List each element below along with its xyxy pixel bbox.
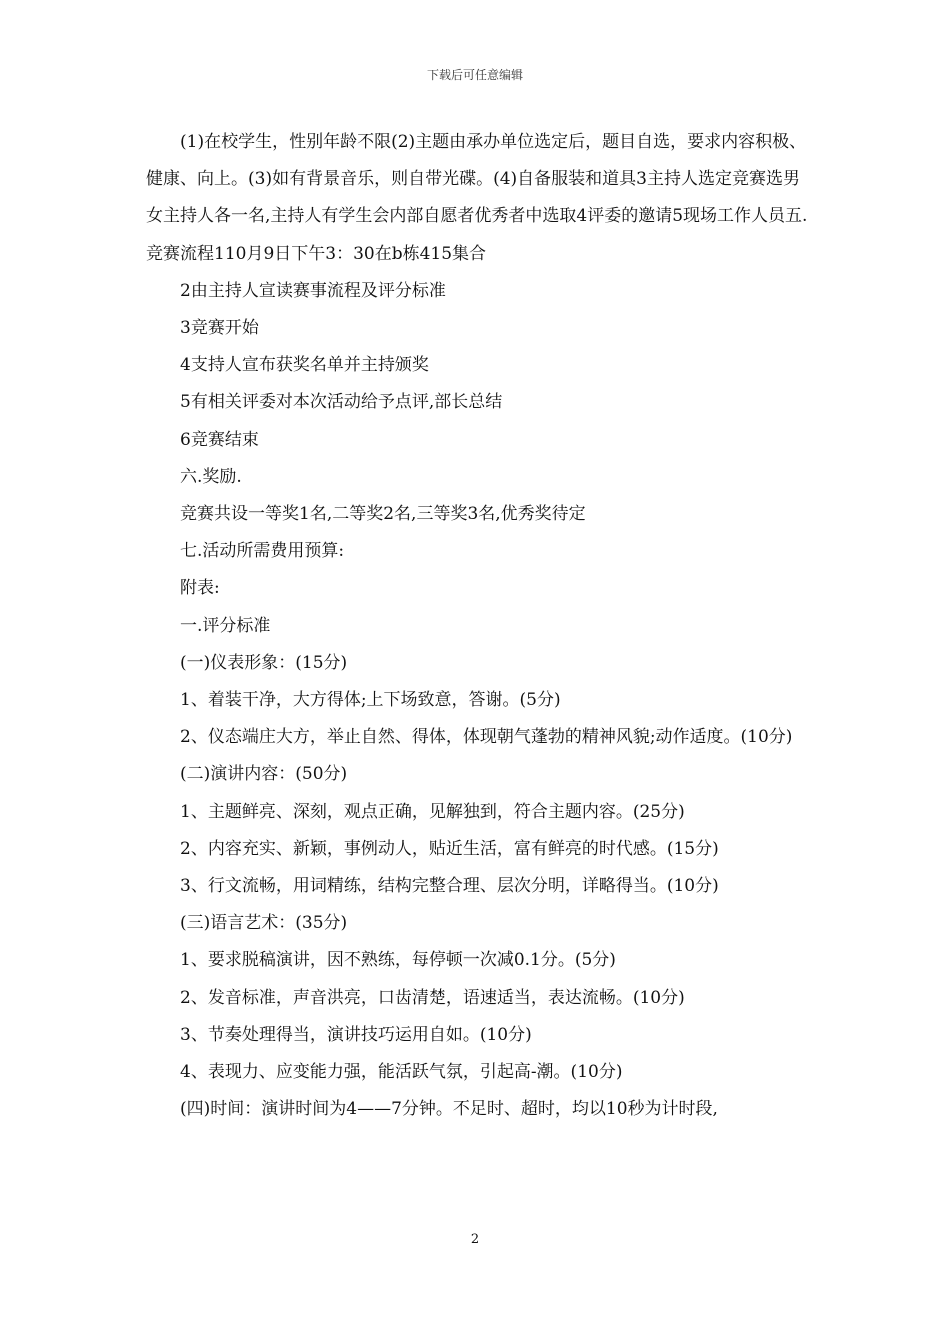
document-body bbox=[146, 124, 816, 1128]
page-number: 2 bbox=[470, 1232, 480, 1247]
paragraph: 4支持人宣布获奖名单并主持颁奖 bbox=[180, 355, 429, 376]
paragraph: 6竞赛结束 bbox=[180, 429, 259, 450]
paragraph: 1、要求脱稿演讲，因不熟练，每停顿一次减0.1分。(5分) bbox=[180, 950, 616, 971]
paragraph: 1、主题鲜亮、深刻，观点正确，见解独到，符合主题内容。(25分) bbox=[180, 801, 685, 822]
page-header: 下载后可任意编辑 bbox=[426, 68, 523, 82]
paragraph: 一.评分标准 bbox=[180, 615, 271, 636]
paragraph: 2、仪态端庄大方，举止自然、得体，体现朝气蓬勃的精神风貌;动作适度。(10分) bbox=[180, 727, 793, 748]
paragraph: 3竞赛开始 bbox=[180, 318, 259, 339]
paragraph: 3、行文流畅，用词精练，结构完整合理、层次分明，详略得当。(10分) bbox=[180, 876, 719, 897]
paragraph: (1)在校学生，性别年龄不限(2)主题由承办单位选定后，题目自选，要求内容积极、健康、向上。(3)如有背景音乐，则自带光碟。(4)自备服装和道具3主持人选定竞赛选男女主持人各一名,主持人有学生会内部自愿者优秀者中选取4评委的邀请5现场工作人员五.竞赛流程110月9日下午3：30在b栋415集合 bbox=[146, 132, 808, 264]
paragraph: (三)语言艺术：(35分) bbox=[180, 913, 348, 934]
paragraph: 2、内容充实、新颖，事例动人，贴近生活，富有鲜亮的时代感。(15分) bbox=[180, 838, 719, 859]
paragraph: 5有相关评委对本次活动给予点评,部长总结 bbox=[180, 392, 503, 413]
paragraph: 2由主持人宣读赛事流程及评分标准 bbox=[180, 280, 446, 301]
paragraph: 2、发音标准，声音洪亮，口齿清楚，语速适当，表达流畅。(10分) bbox=[180, 987, 685, 1008]
paragraph: 竞赛共设一等奖1名,二等奖2名,三等奖3名,优秀奖待定 bbox=[180, 504, 586, 525]
paragraph: 1、着装干净，大方得体;上下场致意，答谢。(5分) bbox=[180, 690, 561, 711]
paragraph: 七.活动所需费用预算: bbox=[180, 541, 345, 562]
paragraph: (四)时间：演讲时间为4——7分钟。不足时、超时，均以10秒为计时段, bbox=[180, 1099, 718, 1120]
paragraph: (一)仪表形象：(15分) bbox=[180, 652, 348, 673]
paragraph: (二)演讲内容：(50分) bbox=[180, 764, 348, 785]
paragraph: 3、节奏处理得当，演讲技巧运用自如。(10分) bbox=[180, 1024, 532, 1045]
paragraph: 4、表现力、应变能力强，能活跃气氛，引起高-潮。(10分) bbox=[180, 1062, 623, 1083]
paragraph: 六.奖励. bbox=[180, 466, 242, 487]
paragraph: 附表: bbox=[180, 578, 220, 599]
